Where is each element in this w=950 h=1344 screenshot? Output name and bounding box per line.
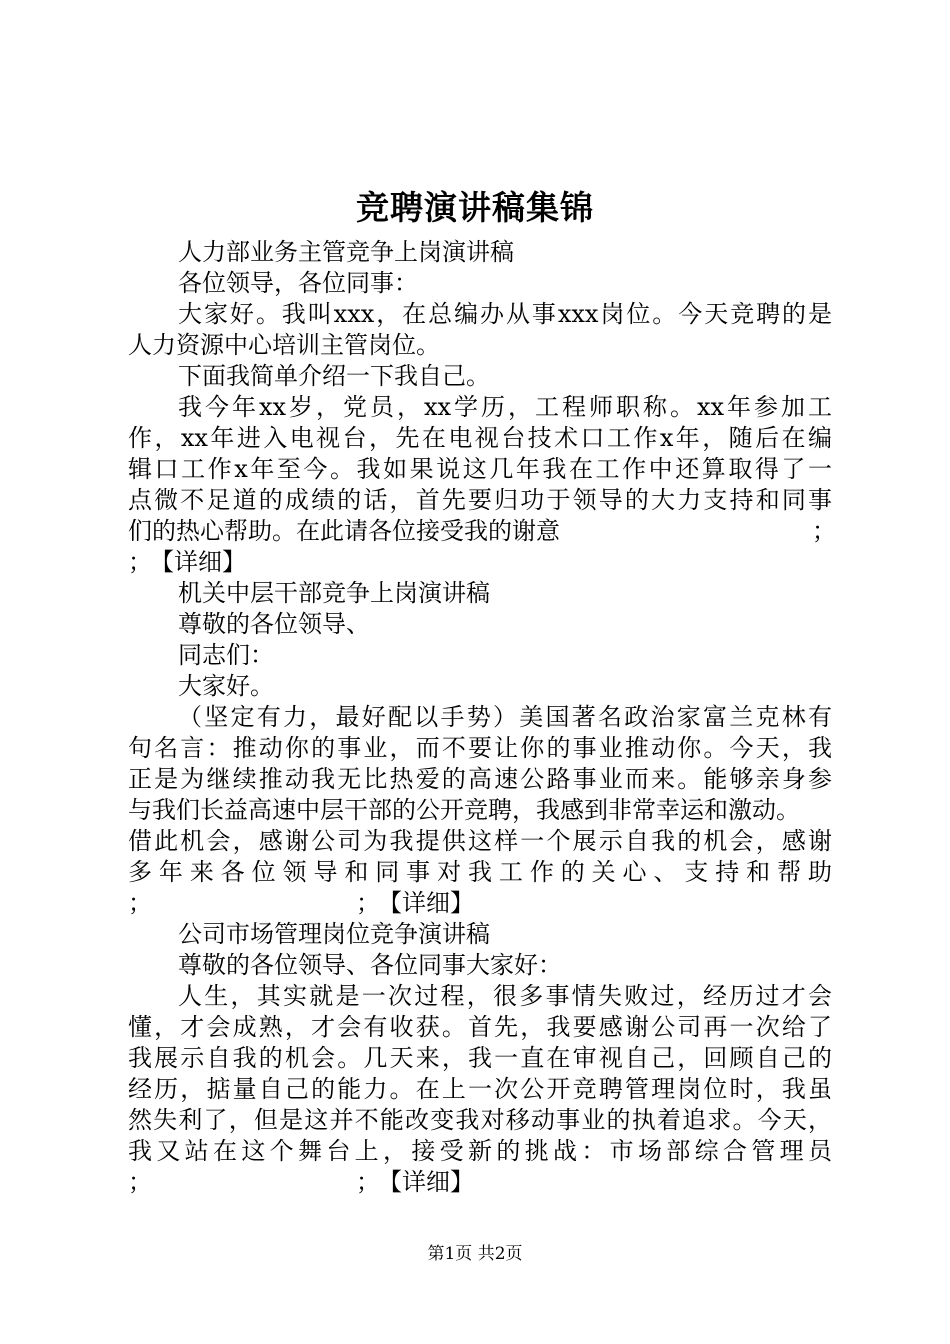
paragraph-line: 大家好。: [178, 672, 274, 700]
paragraph-line: 与我们长益高速中层干部的公开竞聘，我感到非常幸运和激动。: [128, 796, 800, 824]
section-heading: 机关中层干部竞争上岗演讲稿: [178, 579, 490, 607]
separator: ；: [356, 1168, 380, 1196]
paragraph-line: 下面我简单介绍一下我自己。: [178, 362, 490, 390]
paragraph-line: 同志们：: [178, 641, 274, 669]
separator: ；: [128, 1168, 152, 1196]
paragraph-line: 懂，才会成熟，才会有收获。首先，我要感谢公司再一次给了: [128, 1013, 832, 1041]
paragraph-line: 多年来各位领导和同事对我工作的关心、支持和帮助: [128, 858, 832, 886]
paragraph-line: 我展示自我的机会。几天来，我一直在审视自己，回顾自己的: [128, 1044, 832, 1072]
paragraph-line: 们的热心帮助。在此请各位接受我的谢意: [128, 517, 560, 545]
paragraph-line: 我今年xx岁，党员，xx学历，工程师职称。xx年参加工: [178, 393, 832, 421]
paragraph-line: 辑口工作x年至今。我如果说这几年我在工作中还算取得了一: [128, 455, 832, 483]
detail-link[interactable]: 【详细】: [378, 889, 474, 917]
detail-link[interactable]: 【详细】: [378, 1168, 474, 1196]
paragraph-line: 人力资源中心培训主管岗位。: [128, 331, 440, 359]
paragraph-line: 经历，掂量自己的能力。在上一次公开竞聘管理岗位时，我虽: [128, 1075, 832, 1103]
separator: ；: [128, 889, 152, 917]
paragraph-line: 借此机会，感谢公司为我提供这样一个展示自我的机会，感谢: [128, 827, 832, 855]
paragraph-line: 尊敬的各位领导、: [178, 610, 370, 638]
greeting: 各位领导，各位同事：: [178, 269, 418, 297]
paragraph-line: 点微不足道的成绩的话，首先要归功于领导的大力支持和同事: [128, 486, 832, 514]
paragraph-line: （坚定有力，最好配以手势）美国著名政治家富兰克林有: [178, 703, 832, 731]
paragraph-line: 作，xx年进入电视台，先在电视台技术口工作x年，随后在编: [128, 424, 832, 452]
paragraph-line: 句名言：推动你的事业，而不要让你的事业推动你。今天，我: [128, 734, 832, 762]
paragraph-line: 我又站在这个舞台上，接受新的挑战：市场部综合管理员: [128, 1137, 832, 1165]
page-footer: 第1页 共2页: [427, 1244, 523, 1264]
document-title: 竞聘演讲稿集锦: [356, 188, 594, 227]
paragraph-line: 正是为继续推动我无比热爱的高速公路事业而来。能够亲身参: [128, 765, 832, 793]
separator: ；: [356, 889, 380, 917]
detail-link[interactable]: 【详细】: [150, 548, 246, 576]
section-heading: 人力部业务主管竞争上岗演讲稿: [178, 238, 514, 266]
paragraph-line: 尊敬的各位领导、各位同事大家好：: [178, 951, 562, 979]
paragraph-line: 人生，其实就是一次过程，很多事情失败过，经历过才会: [178, 982, 832, 1010]
separator: ；: [812, 517, 836, 545]
paragraph-line: 然失利了，但是这并不能改变我对移动事业的执着追求。今天，: [128, 1106, 832, 1134]
separator: ；: [128, 548, 152, 576]
paragraph-line: 大家好。我叫xxx，在总编办从事xxx岗位。今天竞聘的是: [178, 300, 832, 328]
section-heading: 公司市场管理岗位竞争演讲稿: [178, 920, 490, 948]
